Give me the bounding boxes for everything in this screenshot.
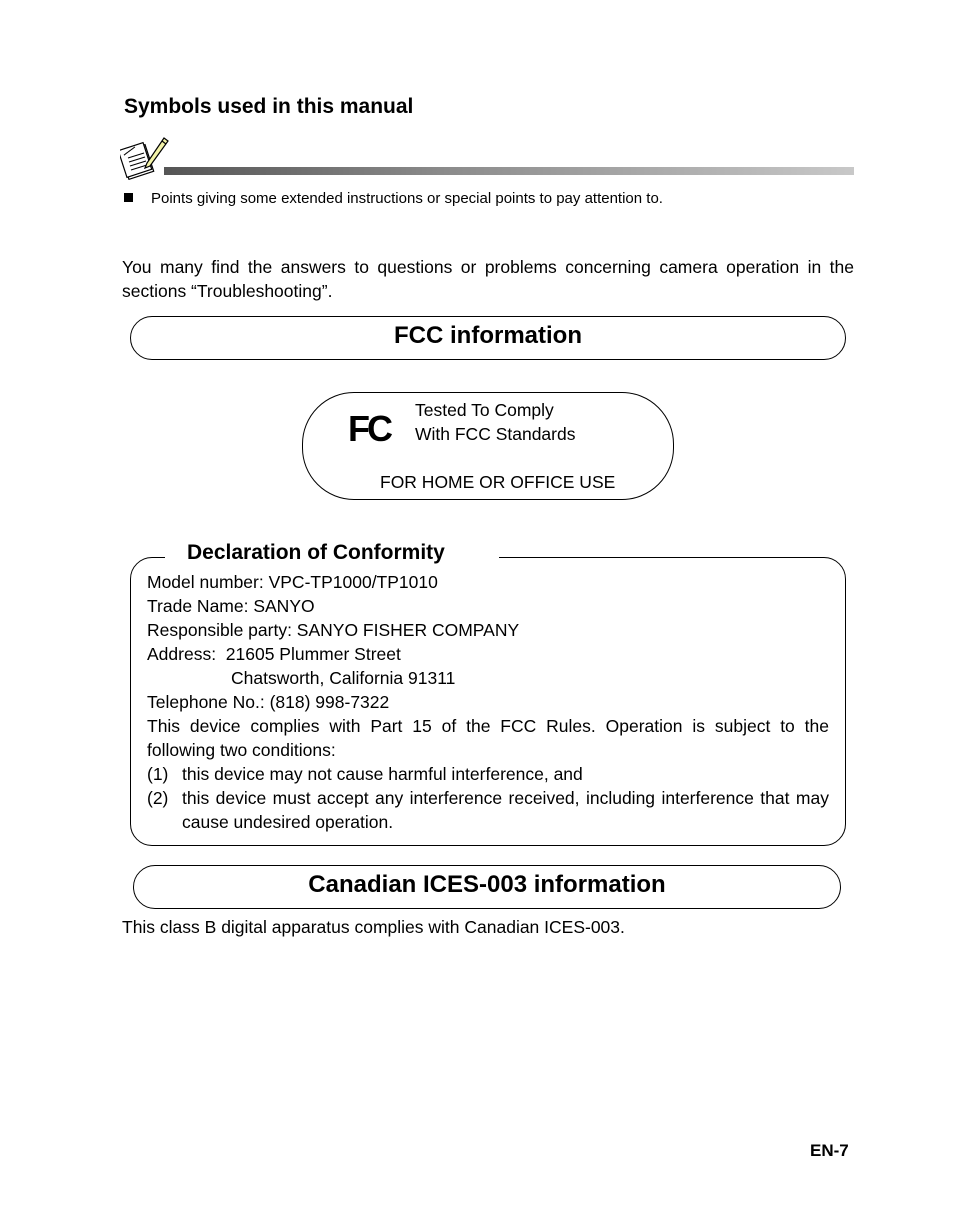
page-number: EN-7 bbox=[810, 1141, 849, 1160]
note-divider-bar bbox=[164, 167, 854, 175]
condition-1-text: this device may not cause harmful interference, and bbox=[182, 764, 583, 784]
responsible-party: Responsible party: SANYO FISHER COMPANY bbox=[147, 620, 520, 640]
troubleshooting-paragraph: You many find the answers to questions or problems concerning camera operation in the sections “Troubleshooting”. bbox=[122, 257, 854, 301]
fcc-label-line3: FOR HOME OR OFFICE USE bbox=[380, 472, 616, 492]
canada-heading: Canadian ICES-003 information bbox=[308, 871, 666, 898]
fcc-logo bbox=[348, 410, 396, 444]
condition-1-number: (1) bbox=[147, 764, 169, 784]
address-line1: Address: 21605 Plummer Street bbox=[147, 644, 401, 664]
svg-text:FC: FC bbox=[348, 410, 390, 444]
address-line2: Chatsworth, California 91311 bbox=[231, 668, 456, 688]
section-heading-symbols: Symbols used in this manual bbox=[124, 95, 414, 118]
fcc-label-line1: Tested To Comply bbox=[415, 400, 554, 420]
canada-statement: This class B digital apparatus complies with Canadian ICES-003. bbox=[122, 917, 625, 937]
note-bullet-text: Points giving some extended instructions or special points to pay attention to. bbox=[151, 190, 663, 207]
condition-2-number: (2) bbox=[147, 788, 169, 808]
notepad-pencil-icon bbox=[120, 136, 170, 180]
declaration-title: Declaration of Conformity bbox=[187, 541, 445, 564]
compliance-statement: This device complies with Part 15 of the FCC Rules. Operation is subject to the following two conditions: bbox=[147, 716, 829, 760]
condition-2-text: this device must accept any interference received, including interference that may cause undesired operation. bbox=[182, 788, 829, 832]
bullet-square-icon bbox=[124, 193, 133, 202]
fcc-heading-box bbox=[130, 316, 846, 360]
note-bullet-item bbox=[124, 190, 663, 207]
model-number: Model number: VPC-TP1000/TP1010 bbox=[147, 572, 438, 592]
canada-heading-box bbox=[133, 865, 841, 909]
fcc-heading: FCC information bbox=[394, 322, 582, 349]
fcc-label-line2: With FCC Standards bbox=[415, 424, 576, 444]
trade-name: Trade Name: SANYO bbox=[147, 596, 315, 616]
telephone: Telephone No.: (818) 998-7322 bbox=[147, 692, 390, 712]
